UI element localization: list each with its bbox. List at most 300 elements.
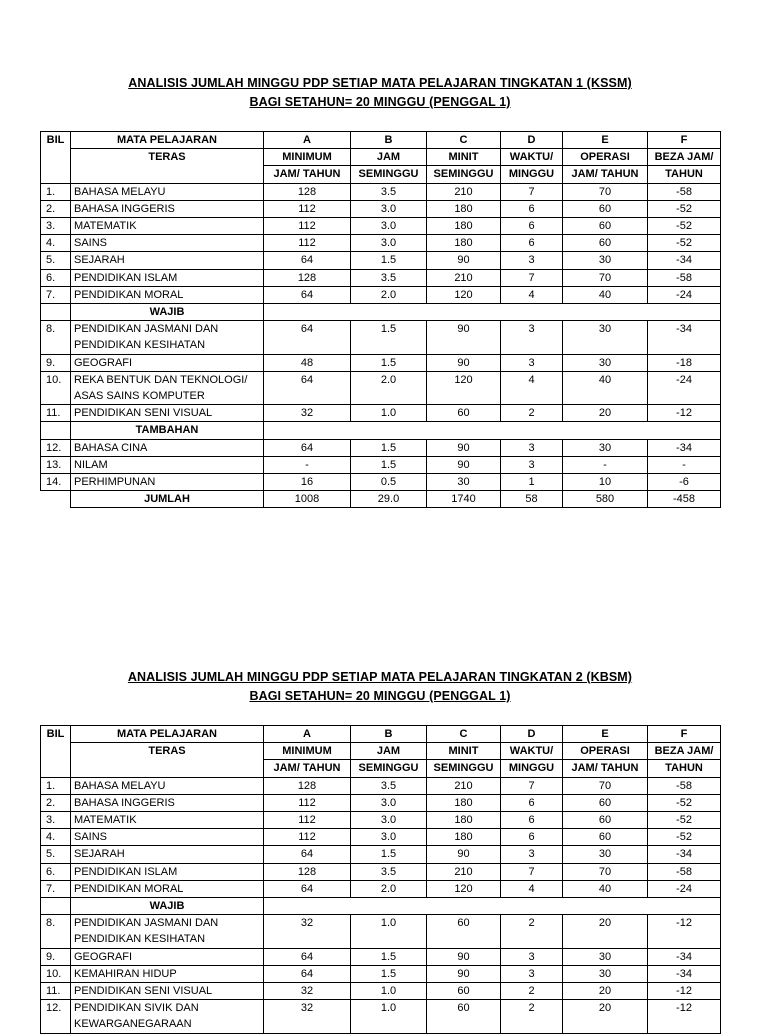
value-f-cell: -6 [648,474,721,491]
value-a-cell: 48 [264,354,351,371]
total-b-cell: 29.0 [351,491,427,508]
header-d-line-2: MINGGU [501,166,563,183]
bil-cell: 8. [41,321,71,354]
value-d-cell: 6 [501,829,563,846]
group-bil-cell [41,422,71,439]
subject-name-line-2: ASAS SAINS KOMPUTER [74,390,205,403]
value-c-cell: 90 [427,846,501,863]
subject-name: BAHASA CINA [74,441,148,454]
value-a-cell: 112 [264,812,351,829]
subject-name: PENDIDIKAN MORAL [74,288,184,301]
value-f-cell: -52 [648,235,721,252]
value-f-cell: -34 [648,252,721,269]
header-mata-pelajaran: MATA PELAJARAN [71,132,264,149]
value-e-cell: 20 [563,405,648,422]
subject-name: SEJARAH [74,254,125,267]
value-d-cell: 3 [501,321,563,354]
subject-cell [71,846,264,863]
value-f-cell: -12 [648,1000,721,1033]
value-e-cell: 60 [563,812,648,829]
value-f-cell: -52 [648,200,721,217]
value-c-cell: 60 [427,983,501,1000]
value-c-cell: 180 [427,200,501,217]
value-b-cell: 3.5 [351,863,427,880]
table-row [41,1000,721,1033]
subject-cell [71,269,264,286]
value-f-cell: -58 [648,863,721,880]
subject-name-line-2: PENDIDIKAN KESIHATAN [74,339,206,352]
value-b-cell: 1.5 [351,965,427,982]
value-f-cell: -12 [648,405,721,422]
total-blank-cell [41,491,71,508]
value-e-cell: 30 [563,846,648,863]
bil-cell: 5. [41,252,71,269]
table-row [41,286,721,303]
header-d-line-1: WAKTU/ [501,743,563,760]
header-a-line-1: MINIMUM [264,149,351,166]
value-b-cell: 3.0 [351,218,427,235]
value-e-cell: 40 [563,880,648,897]
table-row [41,132,721,149]
value-c-cell: 60 [427,1000,501,1033]
value-f-cell: -52 [648,794,721,811]
section-title [40,74,720,112]
value-b-cell: 1.5 [351,846,427,863]
table-row [41,235,721,252]
header-c-line-1: MINIT [427,743,501,760]
value-b-cell: 2.0 [351,880,427,897]
value-e-cell: 70 [563,777,648,794]
table-row [41,371,721,404]
value-d-cell: 6 [501,200,563,217]
subject-cell [71,948,264,965]
value-f-cell: -24 [648,371,721,404]
subject-cell [71,863,264,880]
bil-cell: 6. [41,863,71,880]
value-f-cell: -12 [648,915,721,948]
subject-cell [71,405,264,422]
value-c-cell: 90 [427,252,501,269]
value-f-cell: - [648,456,721,473]
header-d-letter: D [501,132,563,149]
value-c-cell: 60 [427,915,501,948]
total-c-cell: 1740 [427,491,501,508]
header-b-letter: B [351,726,427,743]
title-line-2: BAGI SETAHUN= 20 MINGGU (PENGGAL 1) [249,95,511,109]
header-b-line-1: JAM [351,149,427,166]
header-bil: BIL [41,132,71,184]
value-b-cell: 2.0 [351,371,427,404]
value-c-cell: 90 [427,948,501,965]
value-f-cell: -18 [648,354,721,371]
subject-name: REKA BENTUK DAN TEKNOLOGI/ [74,373,248,386]
subject-cell [71,474,264,491]
value-b-cell: 1.5 [351,354,427,371]
subject-name: GEOGRAFI [74,950,133,963]
subject-cell [71,965,264,982]
value-f-cell: -34 [648,321,721,354]
bil-cell: 11. [41,405,71,422]
value-a-cell: - [264,456,351,473]
value-d-cell: 2 [501,1000,563,1033]
value-b-cell: 3.0 [351,794,427,811]
value-c-cell: 210 [427,863,501,880]
value-d-cell: 6 [501,235,563,252]
value-a-cell: 64 [264,321,351,354]
value-d-cell: 4 [501,286,563,303]
subject-cell [71,880,264,897]
group-spacer-cell [264,898,721,915]
header-c-letter: C [427,726,501,743]
table-row [41,726,721,743]
header-e-line-1: OPERASI [563,743,648,760]
value-d-cell: 4 [501,371,563,404]
table-body [41,132,721,508]
bil-cell: 14. [41,474,71,491]
table-row [41,863,721,880]
value-a-cell: 64 [264,252,351,269]
value-a-cell: 112 [264,200,351,217]
value-b-cell: 3.5 [351,777,427,794]
bil-cell: 2. [41,794,71,811]
value-d-cell: 3 [501,354,563,371]
table-row [41,439,721,456]
value-c-cell: 180 [427,235,501,252]
table-row [41,777,721,794]
subject-cell [71,235,264,252]
subject-cell [71,354,264,371]
subject-cell [71,200,264,217]
value-a-cell: 128 [264,269,351,286]
header-a-letter: A [264,132,351,149]
value-d-cell: 6 [501,812,563,829]
table-row [41,983,721,1000]
subject-cell [71,252,264,269]
subject-cell [71,1000,264,1033]
value-e-cell: 60 [563,200,648,217]
subject-cell [71,915,264,948]
value-b-cell: 3.0 [351,200,427,217]
bil-cell: 4. [41,829,71,846]
header-b-line-2: SEMINGGU [351,166,427,183]
subject-name: PENDIDIKAN SENI VISUAL [74,985,213,998]
group-spacer-cell [264,422,721,439]
subject-name: PERHIMPUNAN [74,476,156,489]
value-e-cell: 40 [563,286,648,303]
value-c-cell: 120 [427,286,501,303]
header-teras: TERAS [71,743,264,777]
value-f-cell: -34 [648,439,721,456]
table-row [41,915,721,948]
header-a-line-2: JAM/ TAHUN [264,166,351,183]
header-f-letter: F [648,132,721,149]
value-d-cell: 3 [501,456,563,473]
bil-cell: 9. [41,948,71,965]
subject-name: SEJARAH [74,848,125,861]
table-row [41,880,721,897]
bil-cell: 3. [41,218,71,235]
header-b-line-2: SEMINGGU [351,760,427,777]
group-bil-cell [41,304,71,321]
value-a-cell: 64 [264,286,351,303]
table-row [41,456,721,473]
value-e-cell: 20 [563,983,648,1000]
header-d-letter: D [501,726,563,743]
subject-analysis-table [40,725,721,1034]
value-e-cell: 30 [563,321,648,354]
subject-name: PENDIDIKAN ISLAM [74,271,178,284]
subject-name: PENDIDIKAN MORAL [74,882,184,895]
subject-cell [71,812,264,829]
value-a-cell: 112 [264,829,351,846]
total-e-cell: 580 [563,491,648,508]
analysis-section-form1 [40,74,720,508]
value-f-cell: -34 [648,846,721,863]
value-e-cell: 30 [563,439,648,456]
value-d-cell: 1 [501,474,563,491]
subject-cell [71,829,264,846]
value-a-cell: 32 [264,983,351,1000]
group-label-tambahan: TAMBAHAN [71,422,264,439]
subject-cell [71,286,264,303]
value-e-cell: 30 [563,252,648,269]
header-f-line-2: TAHUN [648,166,721,183]
bil-cell: 1. [41,777,71,794]
subject-cell [71,439,264,456]
table-row [41,898,721,915]
subject-name: MATEMATIK [74,814,137,827]
value-d-cell: 7 [501,269,563,286]
subject-name: BAHASA MELAYU [74,779,166,792]
table-row [41,405,721,422]
subject-name: GEOGRAFI [74,356,133,369]
bil-cell: 10. [41,371,71,404]
value-c-cell: 210 [427,269,501,286]
subject-cell [71,321,264,354]
value-b-cell: 1.5 [351,321,427,354]
value-f-cell: -58 [648,269,721,286]
subject-cell [71,794,264,811]
value-a-cell: 64 [264,965,351,982]
value-d-cell: 4 [501,880,563,897]
table-row [41,321,721,354]
title-line-1: ANALISIS JUMLAH MINGGU PDP SETIAP MATA PELAJARAN TINGKATAN 2 (KBSM) [127,670,633,684]
header-b-letter: B [351,132,427,149]
value-e-cell: 20 [563,915,648,948]
analysis-section-form2 [40,668,720,1034]
value-e-cell: 60 [563,218,648,235]
subject-name: BAHASA INGGERIS [74,202,175,215]
value-a-cell: 32 [264,915,351,948]
group-label-wajib: WAJIB [71,304,264,321]
value-c-cell: 30 [427,474,501,491]
section-title [40,668,720,706]
value-d-cell: 2 [501,405,563,422]
header-a-line-2: JAM/ TAHUN [264,760,351,777]
value-b-cell: 1.5 [351,456,427,473]
header-e-line-2: JAM/ TAHUN [563,166,648,183]
header-e-letter: E [563,726,648,743]
value-e-cell: - [563,456,648,473]
value-e-cell: 60 [563,794,648,811]
value-c-cell: 210 [427,777,501,794]
value-f-cell: -58 [648,777,721,794]
table-row [41,252,721,269]
subject-name: SAINS [74,237,108,250]
subject-name: BAHASA INGGERIS [74,796,175,809]
value-a-cell: 112 [264,218,351,235]
subject-name: PENDIDIKAN SENI VISUAL [74,407,213,420]
header-f-line-2: TAHUN [648,760,721,777]
subject-name: SAINS [74,831,108,844]
table-row [41,846,721,863]
bil-cell: 7. [41,286,71,303]
title-line-2: BAGI SETAHUN= 20 MINGGU (PENGGAL 1) [249,689,511,703]
value-b-cell: 1.5 [351,439,427,456]
value-a-cell: 32 [264,1000,351,1033]
subject-name: NILAM [74,458,108,471]
value-e-cell: 70 [563,183,648,200]
subject-cell [71,371,264,404]
value-f-cell: -52 [648,829,721,846]
value-c-cell: 180 [427,829,501,846]
table-row [41,200,721,217]
value-c-cell: 210 [427,183,501,200]
value-f-cell: -34 [648,965,721,982]
value-c-cell: 120 [427,880,501,897]
value-a-cell: 64 [264,371,351,404]
header-a-line-1: MINIMUM [264,743,351,760]
total-a-cell: 1008 [264,491,351,508]
subject-name-line-2: KEWARGANEGARAAN [74,1018,192,1031]
subject-name: PENDIDIKAN JASMANI DAN [74,323,219,336]
subject-cell [71,183,264,200]
value-b-cell: 3.0 [351,812,427,829]
value-d-cell: 3 [501,948,563,965]
group-bil-cell [41,898,71,915]
table-row [41,218,721,235]
subject-name: PENDIDIKAN SIVIK DAN [74,1002,199,1015]
header-bil: BIL [41,726,71,778]
bil-cell: 9. [41,354,71,371]
total-f-cell: -458 [648,491,721,508]
table-row [41,965,721,982]
subject-name-line-2: PENDIDIKAN KESIHATAN [74,933,206,946]
value-a-cell: 64 [264,439,351,456]
value-e-cell: 40 [563,371,648,404]
value-a-cell: 32 [264,405,351,422]
bil-cell: 4. [41,235,71,252]
value-f-cell: -52 [648,812,721,829]
table-body [41,726,721,1034]
table-row [41,269,721,286]
value-a-cell: 112 [264,235,351,252]
subject-name: PENDIDIKAN ISLAM [74,865,178,878]
header-e-line-2: JAM/ TAHUN [563,760,648,777]
subject-cell [71,983,264,1000]
value-e-cell: 70 [563,863,648,880]
value-c-cell: 180 [427,812,501,829]
header-e-line-1: OPERASI [563,149,648,166]
value-c-cell: 90 [427,965,501,982]
value-a-cell: 64 [264,880,351,897]
value-b-cell: 3.5 [351,183,427,200]
subject-name: BAHASA MELAYU [74,185,166,198]
value-d-cell: 3 [501,439,563,456]
value-d-cell: 2 [501,983,563,1000]
total-d-cell: 58 [501,491,563,508]
header-c-line-2: SEMINGGU [427,166,501,183]
table-row [41,474,721,491]
header-teras: TERAS [71,149,264,183]
subject-name: KEMAHIRAN HIDUP [74,967,177,980]
value-e-cell: 30 [563,948,648,965]
bil-cell: 7. [41,880,71,897]
header-d-line-1: WAKTU/ [501,149,563,166]
value-d-cell: 3 [501,965,563,982]
value-c-cell: 180 [427,218,501,235]
subject-cell [71,456,264,473]
value-b-cell: 0.5 [351,474,427,491]
value-b-cell: 2.0 [351,286,427,303]
value-f-cell: -58 [648,183,721,200]
value-a-cell: 64 [264,846,351,863]
table-row [41,304,721,321]
subject-analysis-table [40,131,721,508]
bil-cell: 12. [41,1000,71,1033]
group-label-wajib: WAJIB [71,898,264,915]
bil-cell: 12. [41,439,71,456]
value-e-cell: 30 [563,965,648,982]
header-a-letter: A [264,726,351,743]
table-row [41,794,721,811]
table-row [41,812,721,829]
value-b-cell: 1.0 [351,915,427,948]
total-label: JUMLAH [71,491,264,508]
value-d-cell: 7 [501,863,563,880]
value-e-cell: 10 [563,474,648,491]
value-b-cell: 1.0 [351,983,427,1000]
subject-name: MATEMATIK [74,220,137,233]
value-d-cell: 2 [501,915,563,948]
value-e-cell: 30 [563,354,648,371]
bil-cell: 13. [41,456,71,473]
header-e-letter: E [563,132,648,149]
subject-cell [71,777,264,794]
header-c-letter: C [427,132,501,149]
value-c-cell: 120 [427,371,501,404]
value-d-cell: 6 [501,794,563,811]
header-d-line-2: MINGGU [501,760,563,777]
table-row [41,491,721,508]
value-f-cell: -52 [648,218,721,235]
value-d-cell: 7 [501,777,563,794]
bil-cell: 3. [41,812,71,829]
value-b-cell: 1.0 [351,1000,427,1033]
group-spacer-cell [264,304,721,321]
value-e-cell: 60 [563,829,648,846]
bil-cell: 11. [41,983,71,1000]
header-b-line-1: JAM [351,743,427,760]
table-row [41,149,721,166]
value-e-cell: 60 [563,235,648,252]
value-d-cell: 6 [501,218,563,235]
value-c-cell: 90 [427,321,501,354]
value-a-cell: 128 [264,863,351,880]
header-mata-pelajaran: MATA PELAJARAN [71,726,264,743]
header-f-line-1: BEZA JAM/ [648,149,721,166]
table-row [41,354,721,371]
